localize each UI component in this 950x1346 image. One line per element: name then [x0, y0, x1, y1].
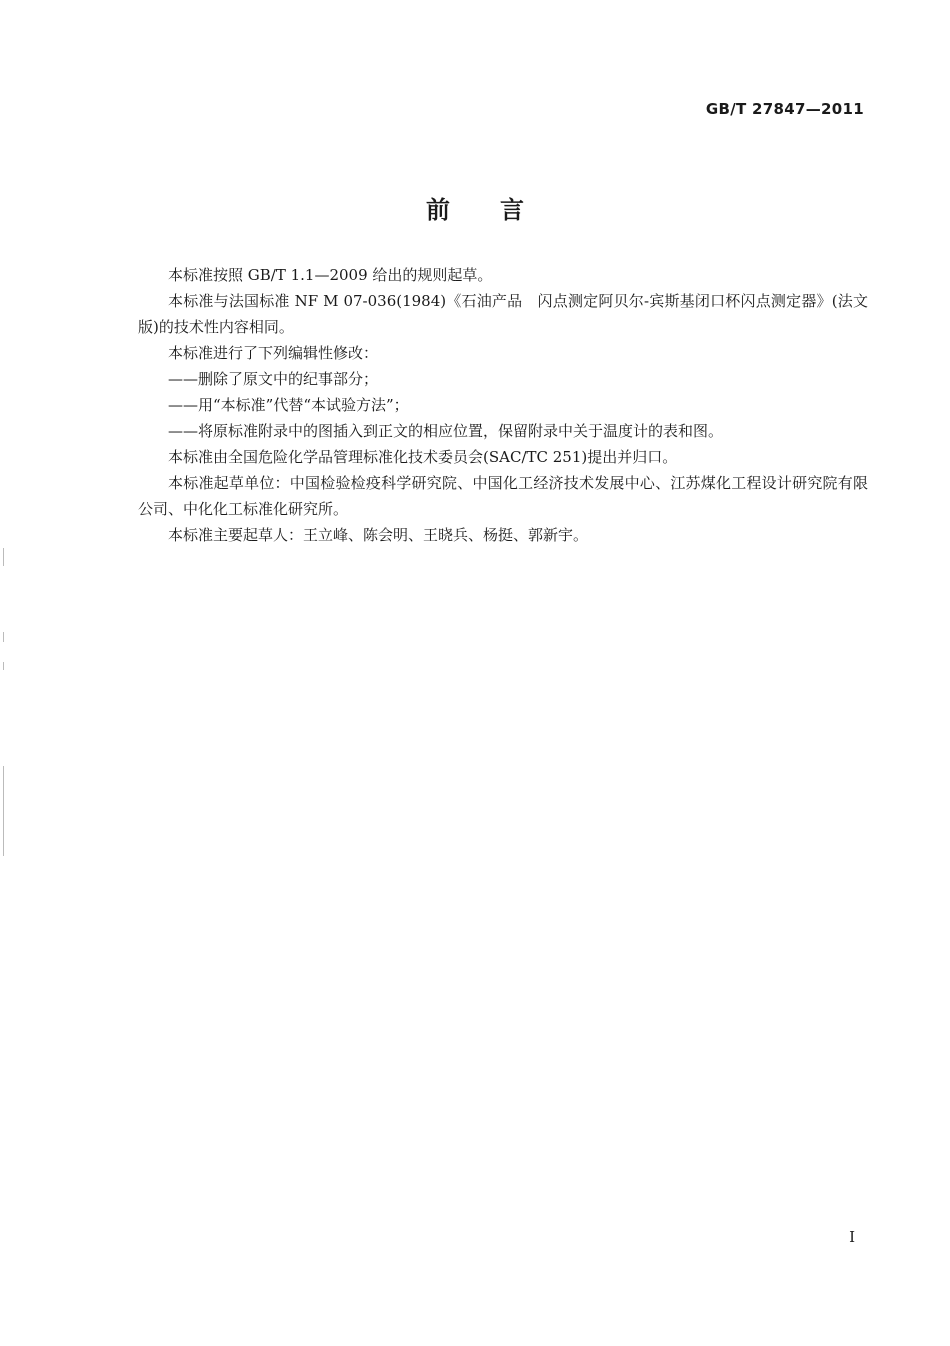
paragraph-editorial-changes: 本标准进行了下列编辑性修改： [168, 344, 379, 362]
page-title: 前言 [426, 196, 574, 224]
scan-edge-mark [3, 766, 4, 856]
paragraph-drafting-rules: 本标准按照 GB/T 1.1—2009 给出的规则起草。 [168, 266, 493, 284]
paragraph-drafting-units: 本标准起草单位：中国检验检疫科学研究院、中国化工经济技术发展中心、江苏煤化工程设计研究院有限公司、中化化工标准化研究所。 [138, 474, 868, 518]
foreword-body [138, 262, 868, 548]
scan-edge-mark [3, 548, 4, 566]
standard-number: GB/T 27847—2011 [705, 100, 864, 118]
paragraph-equivalent-standard: 本标准与法国标准 NF M 07-036(1984)《石油产品 闪点测定阿贝尔-宾斯基闭口杯闪点测定器》(法文版)的技术性内容相同。 [138, 292, 868, 336]
page-number: I [849, 1228, 855, 1246]
list-item-change-3: ——将原标准附录中的图插入到正文的相应位置，保留附录中关于温度计的表和图。 [168, 422, 724, 440]
paragraph-drafters: 本标准主要起草人：王立峰、陈会明、王晓兵、杨挺、郭新宇。 [168, 526, 589, 544]
list-item-change-2: ——用“本标准”代替“本试验方法”； [168, 396, 409, 414]
scan-edge-mark [3, 632, 4, 642]
scan-edge-mark [3, 662, 4, 670]
paragraph-proposed-by: 本标准由全国危险化学品管理标准化技术委员会(SAC/TC 251)提出并归口。 [168, 448, 678, 466]
list-item-change-1: ——删除了原文中的纪事部分； [168, 370, 379, 388]
